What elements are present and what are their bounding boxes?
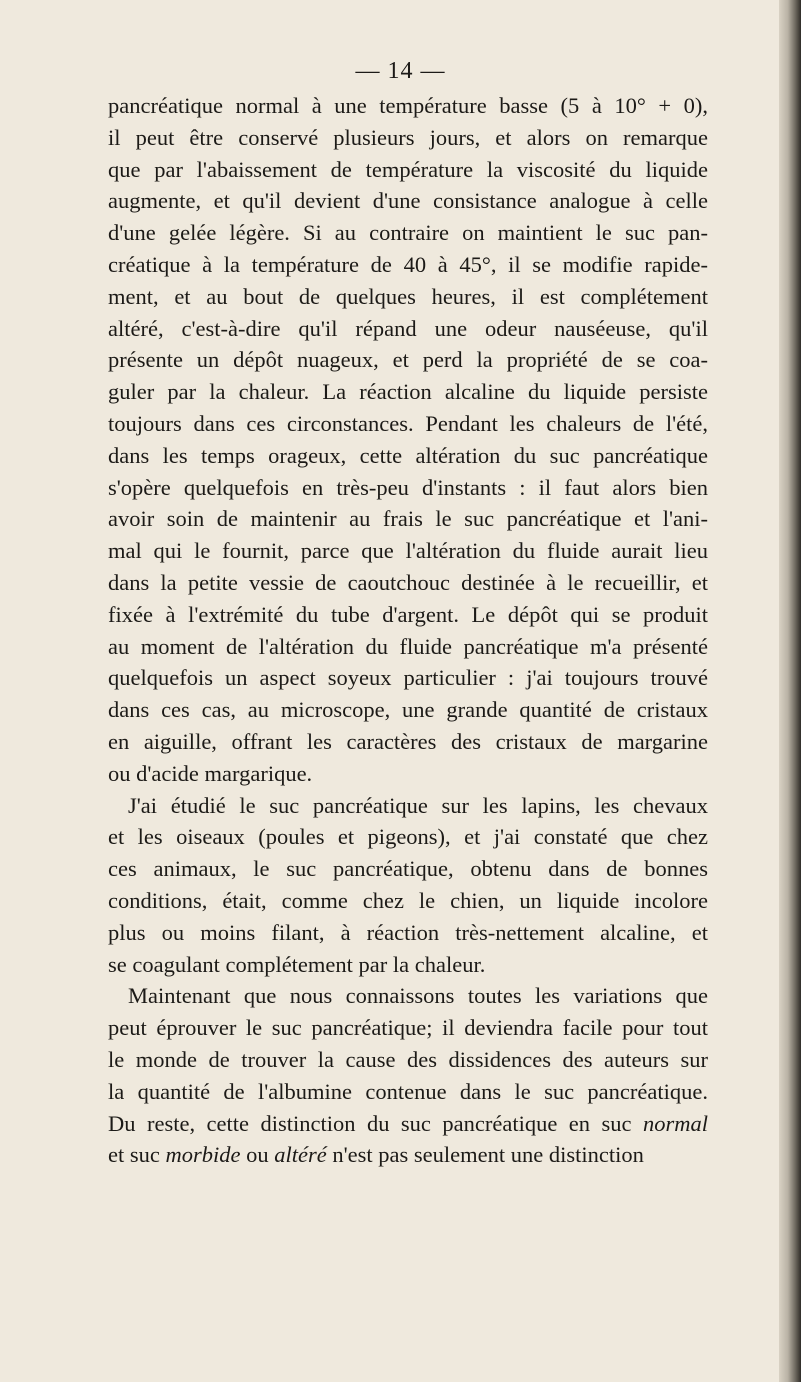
text-line: que par l'abaissement de température la viscosité du liquide (108, 156, 708, 182)
text-fragment: n'est pas seulement une distinction (326, 1142, 644, 1168)
paragraph-end-line: ou d'acide margarique. (108, 760, 313, 786)
text-line: pancréatique normal à une température basse (5 à 10° + 0), (108, 93, 708, 118)
text-line: fixée à l'extrémité du tube d'argent. Le dépôt qui se produit (108, 601, 708, 627)
text-line: toujours dans ces circonstances. Pendant les chaleurs de l'été, (108, 410, 708, 436)
italic-term-morbide: morbide (165, 1142, 241, 1168)
text-line: dans les temps orageux, cette altération du suc pancréatique (108, 442, 708, 468)
text-line: créatique à la température de 40 à 45°, il se modifie rapide- (108, 251, 708, 277)
text-line: d'une gelée légère. Si au contraire on maintient le suc pan- (108, 220, 708, 246)
page-number: — 14 — (355, 58, 446, 84)
text-line: présente un dépôt nuageux, et perd la propriété de se coa- (108, 347, 708, 373)
text-line: en aiguille, offrant les caractères des cristaux de margarine (108, 728, 708, 754)
italic-term-altere: altéré (274, 1142, 327, 1168)
text-fragment: et suc (108, 1142, 166, 1168)
text-line-with-italic (108, 1108, 708, 1140)
text-line: le monde de trouver la cause des dissidences des auteurs sur (108, 1046, 708, 1072)
text-line: et les oiseaux (poules et pigeons), et j'ai constaté que chez (108, 824, 708, 850)
body-text (108, 90, 708, 1171)
italic-term-normal: normal (642, 1110, 708, 1136)
text-line: dans ces cas, au microscope, une grande quantité de cristaux (108, 697, 708, 723)
text-line: altéré, c'est-à-dire qu'il répand une odeur nauséeuse, qu'il (108, 315, 708, 341)
text-line: conditions, était, comme chez le chien, un liquide incolore (108, 887, 708, 913)
text-line: mal qui le fournit, parce que l'altération du fluide aurait lieu (108, 538, 708, 564)
text-line: il peut être conservé plusieurs jours, et alors on remarque (108, 124, 708, 150)
text-line: dans la petite vessie de caoutchouc destinée à le recueillir, et (108, 569, 708, 595)
text-line: ces animaux, le suc pancréatique, obtenu dans de bonnes (108, 856, 708, 882)
text-line: plus ou moins filant, à réaction très-nettement alcaline, et (108, 919, 708, 945)
paragraph-start-line: Maintenant que nous connaissons toutes les variations que (128, 983, 708, 1009)
text-line: au moment de l'altération du fluide pancréatique m'a présenté (108, 633, 708, 659)
paragraph-end-line: se coagulant complétement par la chaleur. (108, 951, 486, 977)
text-line-with-italic (108, 1139, 708, 1171)
paragraph-start-line: J'ai étudié le suc pancréatique sur les lapins, les chevaux (128, 792, 708, 818)
text-line: peut éprouver le suc pancréatique; il deviendra facile pour tout (108, 1015, 708, 1041)
text-fragment: Du reste, cette distinction du suc pancréatique en suc (108, 1110, 632, 1136)
page-edge-shadow (779, 0, 801, 1382)
text-line: augmente, et qu'il devient d'une consistance analogue à celle (108, 188, 708, 214)
text-line: ment, et au bout de quelques heures, il est complétement (108, 283, 708, 309)
text-line: quelquefois un aspect soyeux particulier : j'ai toujours trouvé (108, 665, 708, 691)
text-line: avoir soin de maintenir au frais le suc pancréatique et l'ani- (108, 506, 708, 532)
text-fragment: ou (240, 1142, 275, 1168)
text-line: s'opère quelquefois en très-peu d'instants : il faut alors bien (108, 474, 708, 500)
text-line: la quantité de l'albumine contenue dans le suc pancréatique. (108, 1078, 708, 1104)
text-line: guler par la chaleur. La réaction alcaline du liquide persiste (108, 379, 708, 405)
